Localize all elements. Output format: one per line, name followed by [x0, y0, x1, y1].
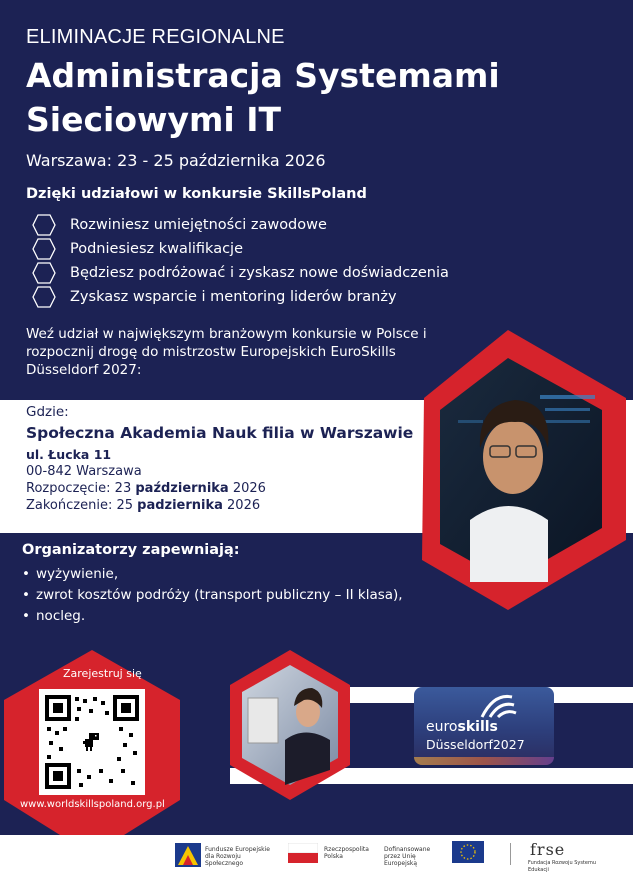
venue-street: ul. Łucka 11 [26, 447, 112, 462]
event-kicker: ELIMINACJE REGIONALNE [26, 26, 285, 48]
hexagon-bullet-icon [32, 214, 56, 236]
organizer-item: • wyżywienie, [36, 566, 118, 582]
organizer-item: • zwrot kosztów podróży (transport publiczny – II klasa), [36, 587, 403, 603]
website-link[interactable]: www.worldskillspoland.org.pl [20, 799, 165, 810]
eu-cofund-text: Dofinansowane przez Unię Europejską [384, 846, 431, 867]
benefit-item: Rozwiniesz umiejętności zawodowe [70, 217, 327, 233]
poland-flag-icon [288, 843, 318, 863]
venue-start-date: Rozpoczęcie: 23 października 2026 [26, 481, 266, 496]
euroskills-logo [414, 687, 554, 765]
benefit-item: Zyskasz wsparcie i mentoring liderów branży [70, 289, 397, 305]
venue-label: Gdzie: [26, 404, 69, 420]
event-date: Warszawa: 23 - 25 października 2026 [26, 151, 326, 170]
venue-end-date: Zakończenie: 25 padziernika 2026 [26, 498, 261, 513]
hexagon-bullet-icon [32, 286, 56, 308]
venue-name: Społeczna Akademia Nauk filia w Warszawie [26, 424, 414, 442]
eu-funds-logo-text: Fundusze Europejskie dla Rozwoju Społecznego [205, 846, 270, 867]
page-title-line2: Sieciowymi IT [26, 100, 281, 139]
eu-funds-logo-icon [175, 843, 201, 867]
venue-block [26, 404, 413, 513]
frse-logo: frse [530, 840, 566, 859]
register-label: Zarejestruj się [63, 667, 142, 680]
organizer-item: • nocleg. [36, 608, 85, 624]
benefit-item: Podniesiesz kwalifikacje [70, 241, 244, 257]
qr-code-icon [39, 689, 145, 795]
benefits-heading: Dzięki udziałowi w konkursie SkillsPoland [26, 186, 367, 202]
intro-text: Weź udział w największym branżowym konkursie w Polsce i rozpocznij drogę do mistrzostw Europejskich EuroSkills Düsseldorf 2027: [26, 326, 427, 378]
poland-logo-text: Rzeczpospolita Polska [324, 846, 369, 860]
organizers-heading: Organizatorzy zapewniają: [22, 542, 240, 558]
hexagon-bullet-icon [32, 238, 56, 260]
footer-divider [510, 843, 511, 865]
student-photo [422, 330, 626, 610]
euroskills-brand: euroskills [426, 719, 498, 735]
hexagon-bullet-icon [32, 262, 56, 284]
euroskills-city: Düsseldorf2027 [426, 737, 525, 752]
euroskills-swoosh-icon [472, 691, 522, 721]
page-title-line1: Administracja Systemami [26, 56, 500, 95]
venue-city: 00-842 Warszawa [26, 464, 142, 479]
qr-code[interactable] [39, 689, 145, 795]
benefit-item: Będziesz podróżować i zyskasz nowe doświadczenia [70, 265, 449, 281]
frse-logo-text: Fundacja Rozwoju Systemu Edukacji [528, 860, 597, 873]
eu-flag-icon [452, 841, 484, 863]
footer-logos [0, 835, 633, 880]
